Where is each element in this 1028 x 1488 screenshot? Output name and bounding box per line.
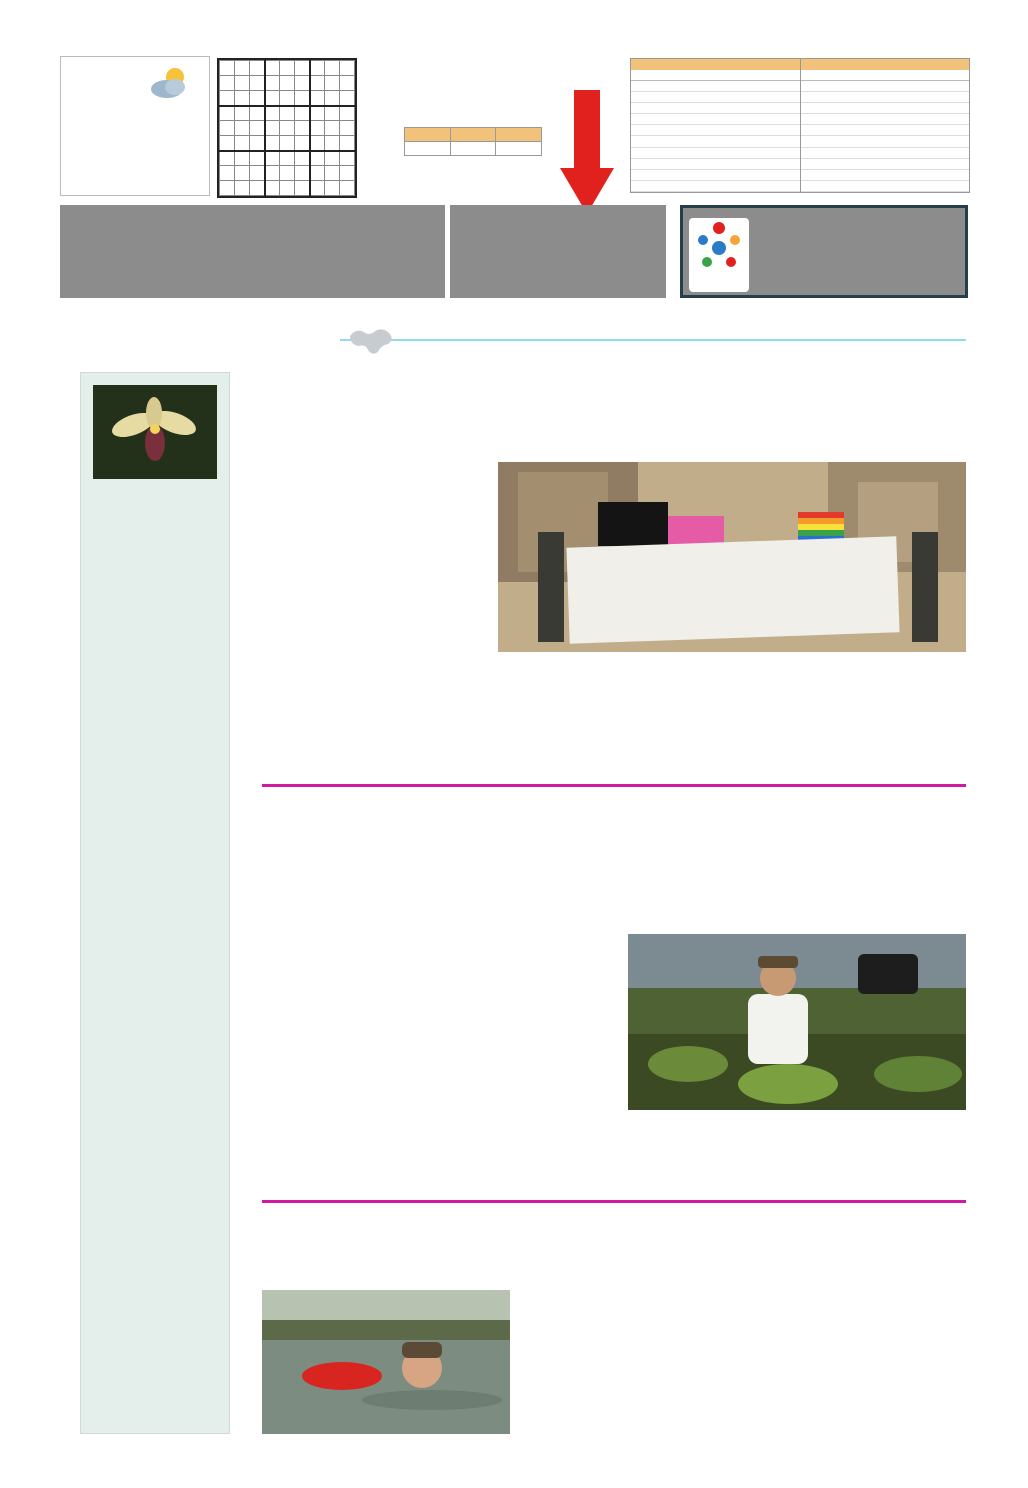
sun-cloud-icon [147,65,191,101]
sudoku-cell [310,61,325,76]
stock-row [631,81,800,92]
sudoku-cell [295,91,310,106]
weather-row [67,127,207,138]
stock-row [631,170,800,181]
sudoku-cell [250,61,265,76]
sudoku-cell [340,181,355,196]
vatican-article [262,800,418,830]
sudoku-cell [280,136,295,151]
sudoku-cell [220,136,235,151]
sudoku-cell [310,136,325,151]
sudoku-cell [235,181,250,196]
stock-row [631,114,800,125]
sudoku-cell [280,166,295,181]
stocks-down [800,59,969,192]
stock-row [631,136,800,147]
stock-row [801,181,969,192]
down-arrow-icon [560,90,614,214]
sudoku-cell [250,76,265,91]
sudoku-cell [340,166,355,181]
sudoku-cell [235,106,250,121]
sudoku-cell [340,76,355,91]
weather-row [67,169,207,180]
stock-row [801,159,969,170]
sudoku-cell [250,151,265,166]
sudoku-cell [220,106,235,121]
sudoku-cell [265,181,280,196]
sudoku-cell [295,151,310,166]
sudoku-cell [265,121,280,136]
sudoku-cell [250,121,265,136]
sudoku-cell [235,136,250,151]
stock-row [801,114,969,125]
sudoku-cell [220,91,235,106]
stock-row [631,92,800,103]
militia-banner-image [498,462,966,652]
rooftop-garden-photo [628,934,966,1110]
weather-box [60,56,210,196]
sudoku-cell [220,166,235,181]
sudoku-cell [265,76,280,91]
sudoku-cell [295,76,310,91]
sudoku-cell [325,91,340,106]
article-divider [262,1200,966,1203]
stock-row [631,148,800,159]
weather-row [67,141,207,152]
sudoku-cell [220,76,235,91]
sudoku-cell [310,106,325,121]
sudoku-cell [325,151,340,166]
orchid-flower-image [93,385,217,479]
rooftop-garden-image [628,934,966,1110]
swimmer-photo [262,1290,510,1434]
sudoku-cell [280,151,295,166]
stock-row [631,125,800,136]
sudoku-cell [295,166,310,181]
sudoku-cell [310,151,325,166]
sudoku-cell [280,61,295,76]
stocks-up [631,59,800,192]
sudoku-cell [220,121,235,136]
sudoku-cell [250,136,265,151]
sudoku-cell [340,91,355,106]
sudoku-cell [280,121,295,136]
sudoku-cell [340,151,355,166]
sudoku-cell [235,76,250,91]
sudoku-cell [340,136,355,151]
stocks-table [630,58,970,193]
sudoku-cell [340,61,355,76]
sudoku-cell [325,166,340,181]
date-bar [60,205,445,298]
stock-row [631,103,800,114]
sudoku-cell [280,106,295,121]
stock-row [631,181,800,192]
sudoku-cell [310,121,325,136]
sudoku-cell [325,106,340,121]
stock-row [801,136,969,147]
sudoku-cell [235,61,250,76]
sudoku-cell [250,181,265,196]
sudoku-cell [310,166,325,181]
sudoku-cell [265,106,280,121]
sudoku-cell [235,121,250,136]
sudoku-cell [250,166,265,181]
sudoku-cell [340,106,355,121]
sudoku-cell [280,76,295,91]
sudoku-cell [295,181,310,196]
stock-row [801,103,969,114]
sudoku-cell [250,91,265,106]
orchid-photo [93,385,217,479]
stock-row [801,148,969,159]
stock-row [801,170,969,181]
stock-row [801,81,969,92]
sudoku-cell [325,181,340,196]
sudoku-cell [325,61,340,76]
sudoku-cell [280,181,295,196]
sudoku-cell [325,136,340,151]
sudoku-cell [310,181,325,196]
orchid-article [80,372,230,1434]
sudoku-cell [325,121,340,136]
sudoku-cell [310,76,325,91]
sudoku-cell [340,121,355,136]
stock-row [801,92,969,103]
exchange-table [404,127,542,156]
sudoku-cell [295,136,310,151]
opap-results [680,205,968,298]
sudoku-cell [295,106,310,121]
swimmer-river-image [262,1290,510,1434]
sudoku-cell [295,121,310,136]
sudoku-cell [295,61,310,76]
world-map-icon [346,322,398,358]
sudoku-cell [235,166,250,181]
weather-row [67,155,207,166]
stock-row [801,125,969,136]
sudoku-grid [217,58,357,198]
sudoku-cell [325,76,340,91]
sudoku-cell [265,61,280,76]
militia-photo [498,462,966,652]
sudoku-cell [220,151,235,166]
article-divider [262,784,966,787]
sudoku-cell [265,166,280,181]
sudoku-cell [310,91,325,106]
sudoku-cell [265,136,280,151]
sudoku-cell [220,181,235,196]
sudoku-cell [265,151,280,166]
section-header [60,318,420,362]
sudoku-cell [280,91,295,106]
sudoku-cell [250,106,265,121]
opap-logo-icon [689,218,749,274]
opap-logo [689,218,749,292]
sudoku-cell [235,91,250,106]
post-banner [450,205,666,298]
stock-row [631,159,800,170]
sudoku-cell [265,91,280,106]
sudoku-cell [220,61,235,76]
sudoku-cell [235,151,250,166]
